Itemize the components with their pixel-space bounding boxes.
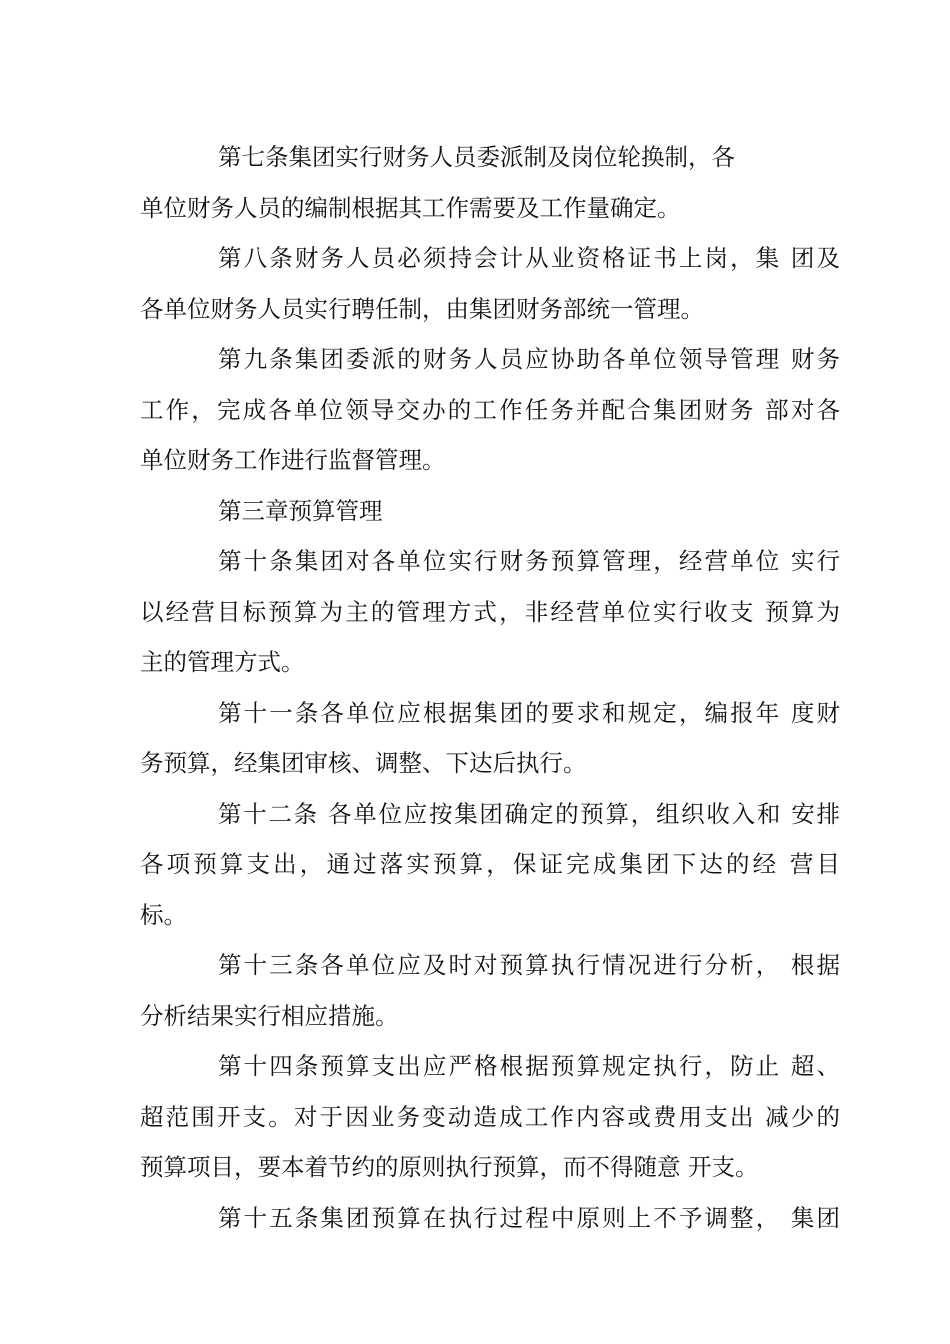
text-line: 预算项目，要本着节约的原则执行预算，而不得随意 开支。: [140, 1153, 759, 1181]
text-line: 第十五条集团预算在执行过程中原则上不予调整， 集团: [218, 1203, 840, 1232]
text-line: 第九条集团委派的财务人员应协助各单位领导管理 财务: [218, 345, 840, 373]
text-line: 第十二条 各单位应按集团确定的预算，组织收入和 安排: [218, 799, 840, 828]
text-line: 务预算，经集团审核、调整、下达后执行。: [140, 749, 587, 777]
text-line: 第十三条各单位应及时对预算执行情况进行分析， 根据: [218, 951, 840, 979]
text-line: 第七条集团实行财务人员委派制及岗位轮换制，各: [218, 143, 735, 171]
text-line: 第八条财务人员必须持会计从业资格证书上岗，集 团及: [218, 244, 840, 272]
text-line: 单位财务人员的编制根据其工作需要及工作量确定。: [140, 193, 681, 222]
text-line: 第十一条各单位应根据集团的要求和规定，编报年 度财: [218, 698, 840, 727]
text-line: 各项预算支出，通过落实预算，保证完成集团下达的经 营目: [140, 850, 840, 878]
text-line: 以经营目标预算为主的管理方式，非经营单位实行收支 预算为: [140, 597, 840, 626]
text-line: 第十四条预算支出应严格根据预算规定执行，防止 超、: [218, 1052, 840, 1080]
chapter-heading: 第三章预算管理: [218, 496, 383, 525]
text-line: 标。: [140, 900, 187, 929]
text-line: 主的管理方式。: [140, 648, 305, 676]
text-line: 超范围开支。对于因业务变动造成工作内容或费用支出 减少的: [140, 1102, 840, 1131]
text-line: 单位财务工作进行监督管理。: [140, 446, 446, 474]
text-line: 分析结果实行相应措施。: [140, 1001, 399, 1030]
text-line: 工作，完成各单位领导交办的工作任务并配合集团财务 部对各: [140, 395, 840, 424]
document-body: [140, 132, 840, 1243]
text-line: 第十条集团对各单位实行财务预算管理，经营单位 实行: [218, 547, 840, 575]
text-line: 各单位财务人员实行聘任制，由集团财务部统一管理。: [140, 294, 704, 323]
